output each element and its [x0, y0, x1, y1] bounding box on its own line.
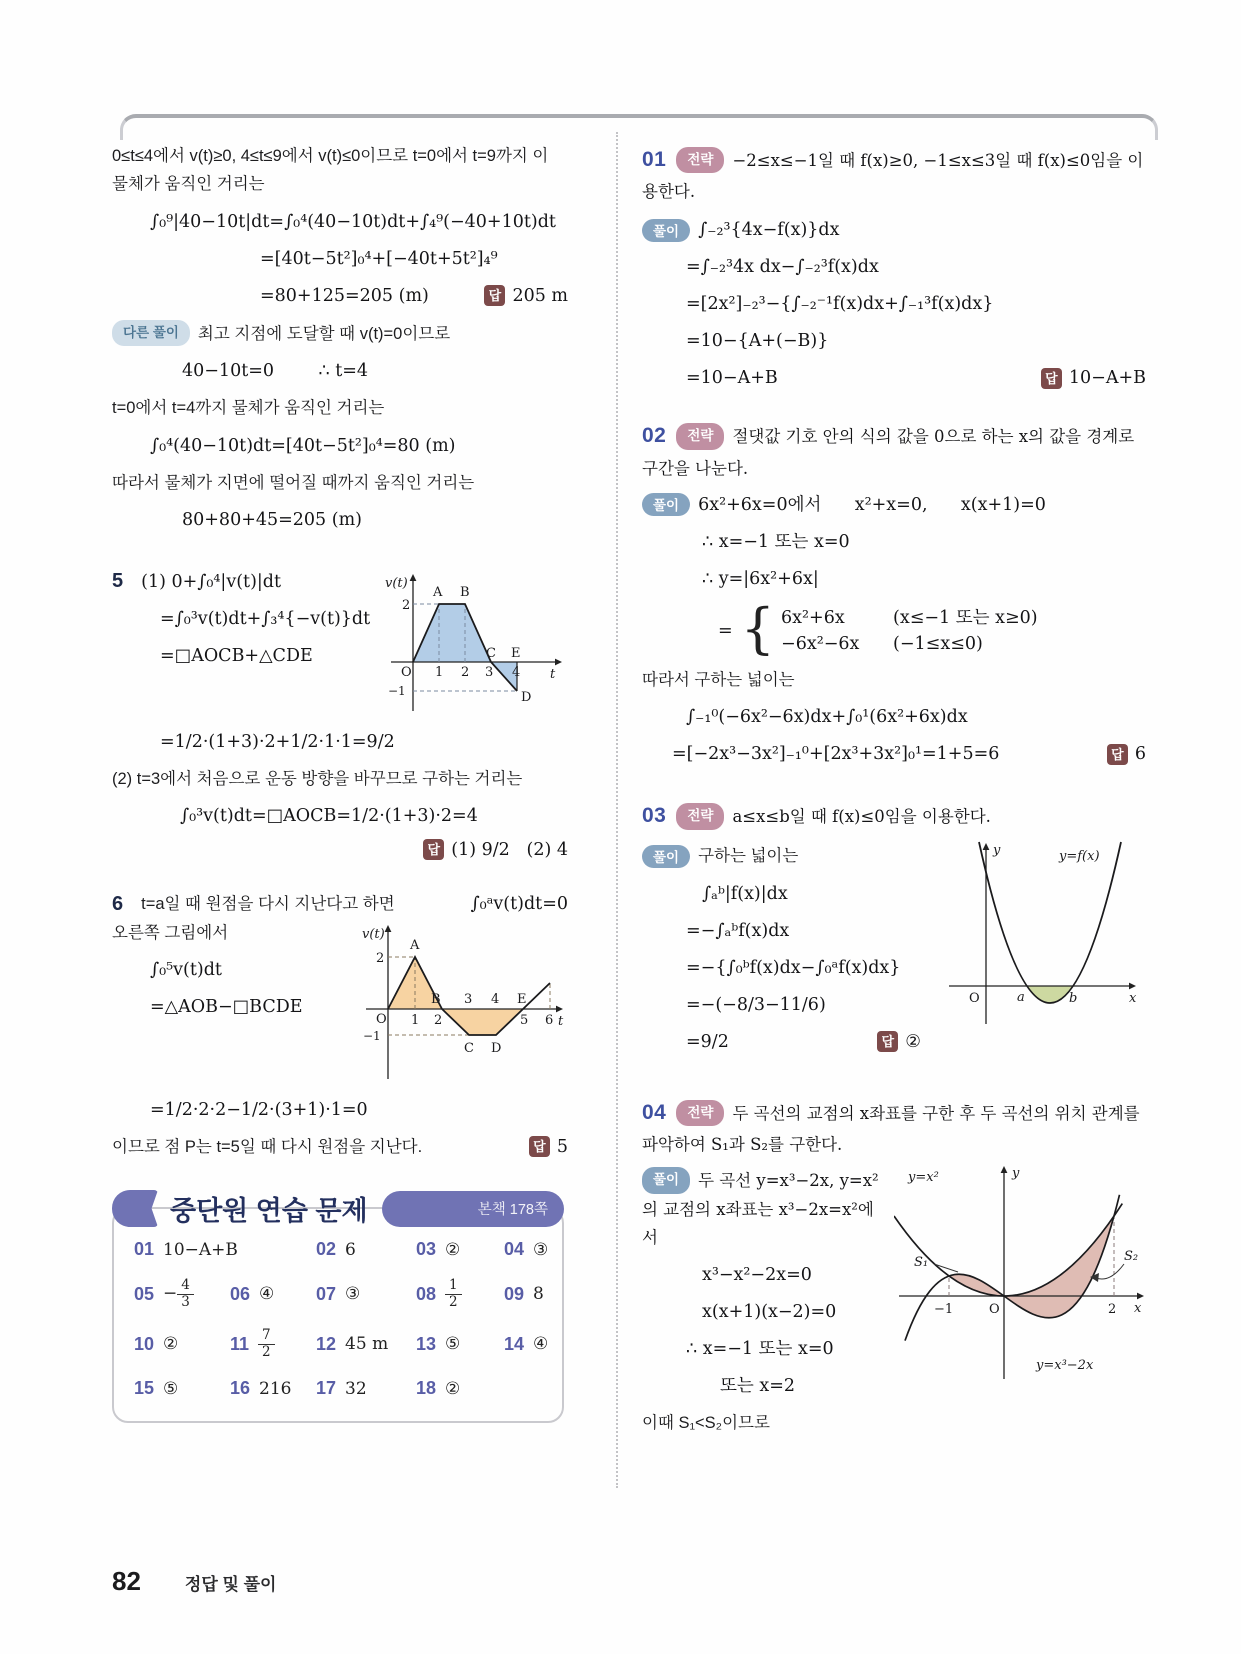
p6-math-0: ∫₀ᵃv(t)dt=0: [470, 894, 568, 915]
origin-label: O: [376, 1011, 387, 1027]
p5-math-2: =∫₀³v(t)dt+∫₃⁴{−v(t)}dt: [160, 608, 371, 629]
answer-item: 09 8: [504, 1283, 544, 1305]
x-axis-label: x: [1129, 991, 1137, 1007]
p6-math-1: ∫₀⁵v(t)dt: [150, 960, 222, 980]
answer-item: 16 216: [230, 1378, 292, 1399]
point-A: A: [433, 584, 443, 600]
figure-problem-04: [894, 1161, 1146, 1391]
solution-badge: 풀이: [642, 493, 690, 516]
tick-x1: 1: [411, 1012, 420, 1028]
answer-group: [517, 1136, 568, 1157]
point-B: B: [460, 584, 470, 600]
x-axis-label: t: [558, 1013, 564, 1029]
curve2-label: y=x³−2x: [1036, 1358, 1094, 1374]
p03-math-2: =−∫ₐᵇf(x)dx: [686, 920, 790, 941]
figure-problem-5: [383, 570, 568, 720]
s1-label: S₁: [914, 1255, 929, 1271]
problem-02-number: 02: [642, 424, 667, 448]
figure-problem-03: [931, 836, 1146, 1031]
intro-paragraph: 0≤t≤4에서 v(t)≥0, 4≤t≤9에서 v(t)≤0이므로 t=0에서 t=9까지 이 물체가 움직인 거리는: [112, 147, 549, 194]
answer-item: 03 ②: [416, 1239, 461, 1260]
left-column: [112, 142, 568, 1423]
p03-math-3: =−{∫₀ᵇf(x)dx−∫₀ᵃf(x)dx}: [686, 957, 901, 978]
p5-math-5: ∫₀³v(t)dt=□AOCB=1/2·(1+3)·2=4: [180, 806, 478, 827]
p02-strategy-text: 절댓값 기호 안의 식의 값을 0으로 하는 x의 값을 경계로 구간을 나눈다.: [642, 427, 1140, 478]
tick-x6: 6: [545, 1012, 554, 1028]
p02-strategy-line: [642, 418, 1146, 482]
fraction: $\frac{7}{2}$: [258, 1328, 275, 1360]
answer-group: [1095, 744, 1146, 765]
point-A: A: [410, 937, 420, 953]
parabola-curve: [979, 842, 1121, 1006]
answer-item: 08 $\frac{1}{2}$: [416, 1278, 504, 1310]
fraction: $\frac{1}{2}$: [445, 1278, 462, 1310]
y-axis-label: y: [993, 843, 1001, 859]
strategy-badge: 전략: [676, 1100, 724, 1126]
answer-badge: 답: [529, 1136, 550, 1157]
p04-math-1: x³−x²−2x=0: [702, 1265, 812, 1286]
p01-math-2: =∫₋₂³4x dx−∫₋₂³f(x)dx: [686, 257, 879, 278]
answer-group: [472, 285, 568, 306]
shaded-trapezoid: [413, 604, 491, 662]
curve-label: y=f(x): [1059, 849, 1100, 865]
answer-item: 10 ②: [134, 1333, 179, 1355]
piecewise-row-2: −6x²−6x (−1≤x≤0): [781, 633, 983, 654]
tick-x2: 2: [461, 664, 470, 680]
y-axis-arrow: [1001, 1166, 1008, 1173]
answer-item: 07 ③: [316, 1283, 361, 1305]
x-axis-arrow: [1129, 983, 1136, 990]
p04-math-3: ∴ x=−1 또는 x=0: [686, 1339, 834, 1360]
problem-03-number: 03: [642, 804, 667, 828]
p03-strategy-line: [642, 798, 1146, 834]
problem-01-number: 01: [642, 148, 667, 171]
point-E: E: [511, 645, 521, 661]
tick-2: 2: [376, 950, 385, 966]
answer-badge: 답: [1107, 744, 1128, 765]
s2-pointer-arrow: [1096, 1264, 1124, 1279]
y-axis-arrow: [410, 574, 417, 581]
problem-6: [112, 890, 568, 1161]
answer-item: 04 ③: [504, 1239, 549, 1260]
alt-text-2: t=0에서 t=4까지 물체가 움직인 거리는: [112, 399, 385, 418]
p03-math-5: =9/2: [686, 1031, 729, 1052]
alt-text-3: 따라서 물체가 지면에 떨어질 때까지 움직인 거리는: [112, 473, 475, 492]
strategy-badge: 전략: [676, 423, 724, 449]
y-axis-label: v(t): [362, 926, 385, 942]
p5-math-4: =1/2·(1+3)·2+1/2·1·1=9/2: [160, 731, 395, 752]
p01-math-3: =[2x²]₋₂³−{∫₋₂⁻¹f(x)dx+∫₋₁³f(x)dx}: [686, 294, 994, 315]
origin-label: O: [969, 991, 980, 1007]
problem-03: [642, 798, 1146, 1064]
tick-x2: 2: [434, 1012, 443, 1028]
x-axis-label: t: [550, 666, 556, 682]
answer-item: 17 32: [316, 1378, 367, 1399]
p5-math-3: =□AOCB+△CDE: [160, 645, 313, 666]
p03-strategy-text: a≤x≤b일 때 f(x)≤0임을 이용한다.: [732, 807, 991, 827]
root-a-label: a: [1017, 990, 1025, 1006]
p04-strategy-line: [642, 1095, 1146, 1159]
p01-strategy-text: −2≤x≤−1일 때 f(x)≥0, −1≤x≤3일 때 f(x)≤0임을 이용한다.: [642, 151, 1144, 202]
s2-label: S₂: [1124, 1249, 1139, 1265]
alt-solution-badge: 다른 풀이: [112, 320, 190, 346]
answer-value: 10−A+B: [1068, 368, 1146, 389]
shaded-trapezoid: [442, 1009, 523, 1035]
p02-math-5: =[−2x³−3x²]₋₁⁰+[2x³+3x²]₀¹=1+5=6: [672, 744, 1000, 765]
alt-solution-paragraph: [112, 320, 568, 348]
tick-x4: 4: [512, 664, 521, 680]
answer-item: 14 ④: [504, 1333, 549, 1355]
p6-text-3: 이므로 점 P는 t=5일 때 다시 원점을 지난다.: [112, 1137, 423, 1156]
p02-math-2: ∴ x=−1 또는 x=0: [702, 531, 850, 552]
p02-math-1: 6x²+6x=0에서 x²+x=0, x(x+1)=0: [698, 494, 1046, 515]
problem-5: [112, 568, 568, 860]
point-D: D: [491, 1040, 502, 1056]
problem-01: [642, 142, 1146, 392]
problem-04: [642, 1095, 1146, 1438]
intro-math-2: =[40t−5t²]₀⁴+[−40t+5t²]₄⁹: [260, 248, 498, 269]
answer-item: 02 6: [316, 1239, 356, 1260]
content-frame-border: [120, 114, 1158, 140]
answer-badge: 답: [1041, 368, 1062, 389]
solution-badge: 풀이: [642, 219, 690, 242]
fraction: $\frac{4}{3}$: [177, 1278, 194, 1310]
point-C: C: [486, 645, 496, 661]
tick-2: 2: [402, 597, 411, 613]
column-divider: [616, 132, 618, 1488]
velocity-graph-5: [383, 570, 568, 715]
tick-neg1: −1: [934, 1302, 954, 1318]
p6-math-2: =△AOB−□BCDE: [150, 997, 303, 1017]
alt-math-3: 80+80+45=205 (m): [182, 509, 363, 530]
answer-item: 13 ⑤: [416, 1333, 461, 1355]
page-footer: [112, 1566, 276, 1597]
piecewise-definition: [718, 596, 1146, 660]
figure-problem-6: [360, 921, 568, 1088]
x-axis-arrow: [556, 1005, 563, 1012]
book-page-ref: 본책 178쪽: [477, 1202, 548, 1218]
answer-badge: 답: [877, 1031, 898, 1052]
p04-strategy-text: 두 곡선의 교점의 x좌표를 구한 후 두 곡선의 위치 관계를 파악하여 S₁과 S₂를 구한다.: [642, 1103, 1145, 1154]
y-axis-label: y: [1012, 1166, 1020, 1182]
alt-text-1: 최고 지점에 도달할 때 v(t)=0이므로: [197, 324, 451, 343]
alt-math-2: ∫₀⁴(40−10t)dt=[40t−5t²]₀⁴=80 (m): [150, 435, 456, 456]
piecewise-equals: =: [718, 620, 733, 641]
origin-label: O: [989, 1302, 1000, 1318]
problem-5-number: 5: [112, 570, 124, 593]
answer-box-header: [112, 1189, 564, 1228]
p03-math-4: =−(−8/3−11/6): [686, 994, 826, 1015]
x-axis-arrow: [1137, 1293, 1144, 1300]
p01-math-5: =10−A+B: [686, 368, 778, 389]
point-D: D: [521, 689, 532, 705]
p01-strategy-line: [642, 142, 1146, 206]
tick-x1: 1: [435, 664, 444, 680]
point-E: E: [517, 991, 527, 1007]
answer-value: 5: [556, 1136, 568, 1157]
curve1-label: y=x²: [908, 1170, 939, 1186]
tick-neg1: −1: [388, 683, 406, 698]
y-axis-arrow: [983, 843, 990, 850]
answer-item: 18 ②: [416, 1378, 461, 1399]
ribbon-left-cap: [112, 1190, 158, 1227]
answer-value: (1) 9/2 (2) 4: [451, 839, 568, 860]
footer-title: 정답 및 풀이: [184, 1575, 277, 1594]
p6-math-3: =1/2·2·2−1/2·(3+1)·1=0: [150, 1099, 368, 1120]
p04-text-1: 두 곡선 y=x³−2x, y=x²의 교점의 x좌표는 x³−2x=x²에서: [642, 1171, 879, 1248]
answer-item: 15 ⑤: [134, 1378, 179, 1399]
intro-math-1: ∫₀⁹|40−10t|dt=∫₀⁴(40−10t)dt+∫₄⁹(−40+10t)dt: [150, 211, 556, 232]
answer-grid: [134, 1239, 562, 1399]
page-number: 82: [112, 1566, 141, 1596]
tick-x3: 3: [464, 991, 473, 1007]
piecewise-brace: {: [740, 596, 776, 660]
tick-x3: 3: [485, 664, 494, 680]
p04-math-2: x(x+1)(x−2)=0: [702, 1302, 837, 1323]
alt-math-1: 40−10t=0 ∴ t=4: [182, 361, 369, 382]
answer-box-title: 중단원 연습 문제: [170, 1196, 368, 1226]
solution-badge: 풀이: [642, 845, 690, 868]
p02-math-3: ∴ y=|6x²+6x|: [702, 568, 819, 589]
answer-group: [865, 1031, 921, 1052]
answer-value: 205 m: [512, 285, 568, 306]
answer-item: 06 ④: [230, 1283, 275, 1305]
origin-label: O: [401, 664, 412, 680]
p6-text-1: t=a일 때 원점을 다시 지난다고 하면: [141, 895, 395, 914]
right-column: [642, 142, 1146, 1438]
tick-2: 2: [1108, 1302, 1117, 1318]
p01-math-1: ∫₋₂³{4x−f(x)}dx: [698, 220, 840, 241]
problem-02: [642, 418, 1146, 768]
y-axis-label: v(t): [385, 575, 408, 591]
answer-value: 6: [1134, 744, 1146, 765]
root-b-label: b: [1069, 991, 1078, 1007]
p03-text-1: 구하는 넓이는: [698, 847, 799, 866]
s1-pointer-line: [934, 1264, 958, 1272]
answer-group: [411, 839, 568, 860]
ribbon-right: [382, 1191, 564, 1227]
problem-04-number: 04: [642, 1100, 667, 1124]
answer-value: ②: [905, 1031, 921, 1052]
piecewise-row-1: 6x²+6x (x≤−1 또는 x≥0): [781, 607, 1038, 628]
p02-math-4: ∫₋₁⁰(−6x²−6x)dx+∫₀¹(6x²+6x)dx: [686, 707, 968, 728]
tick-x5: 5: [520, 1012, 529, 1028]
p04-math-4: 또는 x=2: [720, 1376, 796, 1397]
point-C: C: [464, 1040, 474, 1056]
point-B: B: [431, 991, 441, 1007]
problem-6-number: 6: [112, 892, 124, 915]
region-s1: [949, 1275, 1004, 1297]
velocity-graph-6: [360, 921, 568, 1083]
answer-badge: 답: [423, 839, 444, 860]
p03-math-1: ∫ₐᵇ|f(x)|dx: [702, 883, 788, 904]
strategy-badge: 전략: [676, 147, 724, 173]
cubic-parabola-graph: [894, 1161, 1146, 1386]
x-axis-label: x: [1134, 1301, 1142, 1317]
x-axis-arrow: [555, 658, 562, 665]
answer-item: 12 45 m: [316, 1333, 389, 1355]
answer-group: [1029, 368, 1146, 389]
strategy-badge: 전략: [676, 803, 724, 829]
p5-text-1: (2) t=3에서 처음으로 운동 방향을 바꾸므로 구하는 거리는: [112, 769, 523, 788]
p02-text-1: 따라서 구하는 넓이는: [642, 670, 795, 689]
tick-neg1: −1: [363, 1028, 381, 1043]
p6-text-2: 오른쪽 그림에서: [112, 923, 229, 942]
answer-item: 11 $\frac{7}{2}$: [230, 1328, 316, 1360]
intro-math-3: =80+125=205 (m): [260, 285, 429, 306]
p5-math-1: (1) 0+∫₀⁴|v(t)|dt: [141, 571, 282, 592]
tick-x4: 4: [491, 991, 500, 1007]
parabola-graph: [931, 836, 1146, 1026]
chapter-answer-box: [112, 1196, 564, 1423]
solution-badge: 풀이: [642, 1167, 690, 1193]
answer-item: 05 − $\frac{4}{3}$: [134, 1278, 230, 1310]
y-axis-arrow: [385, 925, 392, 932]
p04-text-2: 이때 S₁<S₂이므로: [642, 1414, 770, 1433]
answer-badge: 답: [484, 285, 505, 306]
answer-item: 01 10−A+B: [134, 1239, 238, 1260]
p01-math-4: =10−{A+(−B)}: [686, 331, 829, 352]
